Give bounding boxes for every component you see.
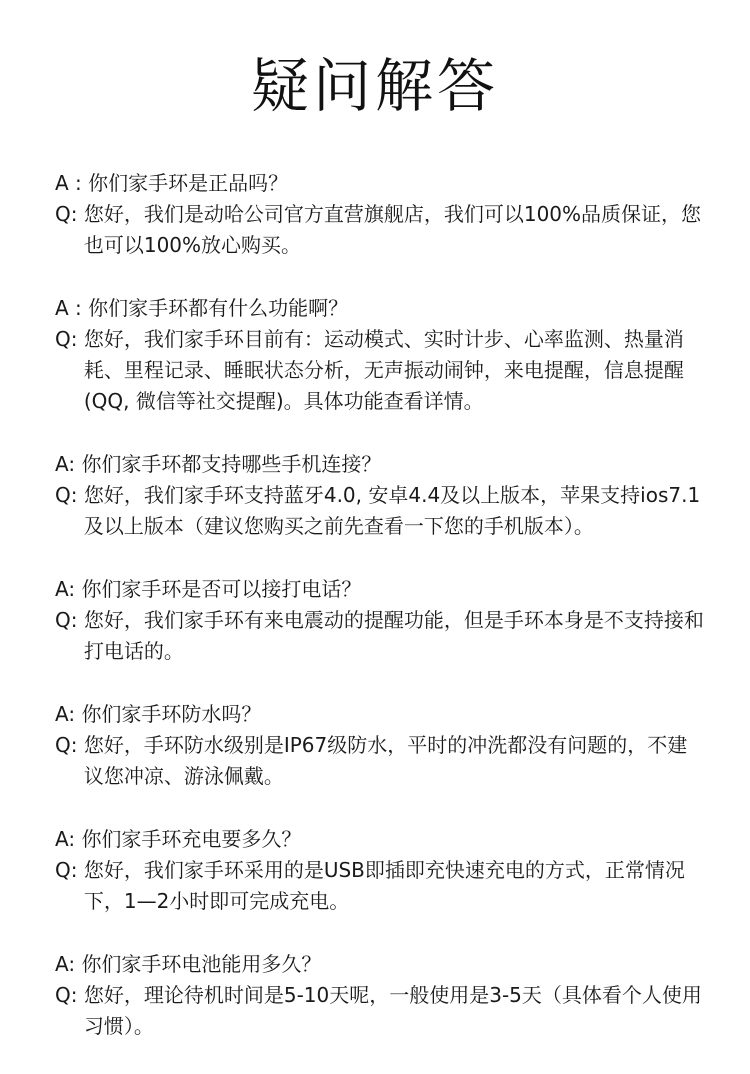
question-prefix: A: [55,577,82,601]
faq-item [55,449,705,542]
question-line [55,949,705,980]
answer-line [55,480,705,542]
question-line [55,574,705,605]
answer-line [55,730,705,792]
answer-text: 您好，我们家手环有来电震动的提醒功能，但是手环本身是不支持接和打电话的。 [83,608,704,663]
question-line [55,699,705,730]
answer-text: 您好，我们家手环支持蓝牙4.0, 安卓4.4及以上版本，苹果支持ios7.1及以上版本（建议您购买之前先查看一下您的手机版本）。 [83,483,701,538]
question-line [55,449,705,480]
faq-item [55,574,705,667]
page-title: 疑问解答 [250,52,499,120]
answer-line [55,980,705,1042]
answer-line [55,199,705,261]
answer-text: 您好，我们家手环目前有：运动模式、实时计步、心率监测、热量消耗、里程记录、睡眠状态分析，无声振动闹钟，来电提醒，信息提醒 (QQ, 微信等社交提醒)。具体功能查看详情。 [83,327,684,413]
answer-prefix: Q: [55,202,84,226]
faq-item [55,824,705,917]
answer-line [55,605,705,667]
answer-line [55,855,705,917]
answer-text: 您好，我们家手环采用的是USB即插即充快速充电的方式，正常情况下，1—2小时即可完成充电。 [83,858,685,913]
answer-text: 您好，理论待机时间是5-10天呢，一般使用是3-5天（具体看个人使用习惯）。 [83,983,702,1038]
question-line [55,293,705,324]
question-prefix: A: [55,702,82,726]
answer-prefix: Q: [55,327,84,351]
answer-prefix: Q: [55,983,84,1007]
question-text: 你们家手环都支持哪些手机连接？ [81,452,382,476]
question-text: 你们家手环是正品吗？ [88,171,289,195]
answer-prefix: Q: [55,483,84,507]
question-prefix: A : [55,296,89,320]
answer-prefix: Q: [55,733,84,757]
faq-item [55,949,705,1042]
question-text: 你们家手环电池能用多久？ [81,952,322,976]
faq-item [55,699,705,792]
answer-prefix: Q: [55,608,84,632]
question-prefix: A : [55,171,89,195]
question-text: 你们家手环充电要多久？ [81,827,302,851]
faq-item [55,168,705,261]
question-text: 你们家手环是否可以接打电话？ [81,577,362,601]
question-prefix: A: [55,952,82,976]
question-prefix: A: [55,827,82,851]
faq-list [55,168,705,1074]
question-prefix: A: [55,452,82,476]
question-text: 你们家手环防水吗？ [81,702,262,726]
answer-line [55,324,705,417]
answer-text: 您好，我们是动哈公司官方直营旗舰店，我们可以100%品质保证，您也可以100%放心购买。 [83,202,702,257]
answer-text: 您好，手环防水级别是IP67级防水，平时的冲洗都没有问题的，不建议您冲凉、游泳佩戴。 [83,733,688,788]
faq-item [55,293,705,417]
question-line [55,168,705,199]
question-text: 你们家手环都有什么功能啊？ [88,296,349,320]
answer-prefix: Q: [55,858,84,882]
question-line [55,824,705,855]
